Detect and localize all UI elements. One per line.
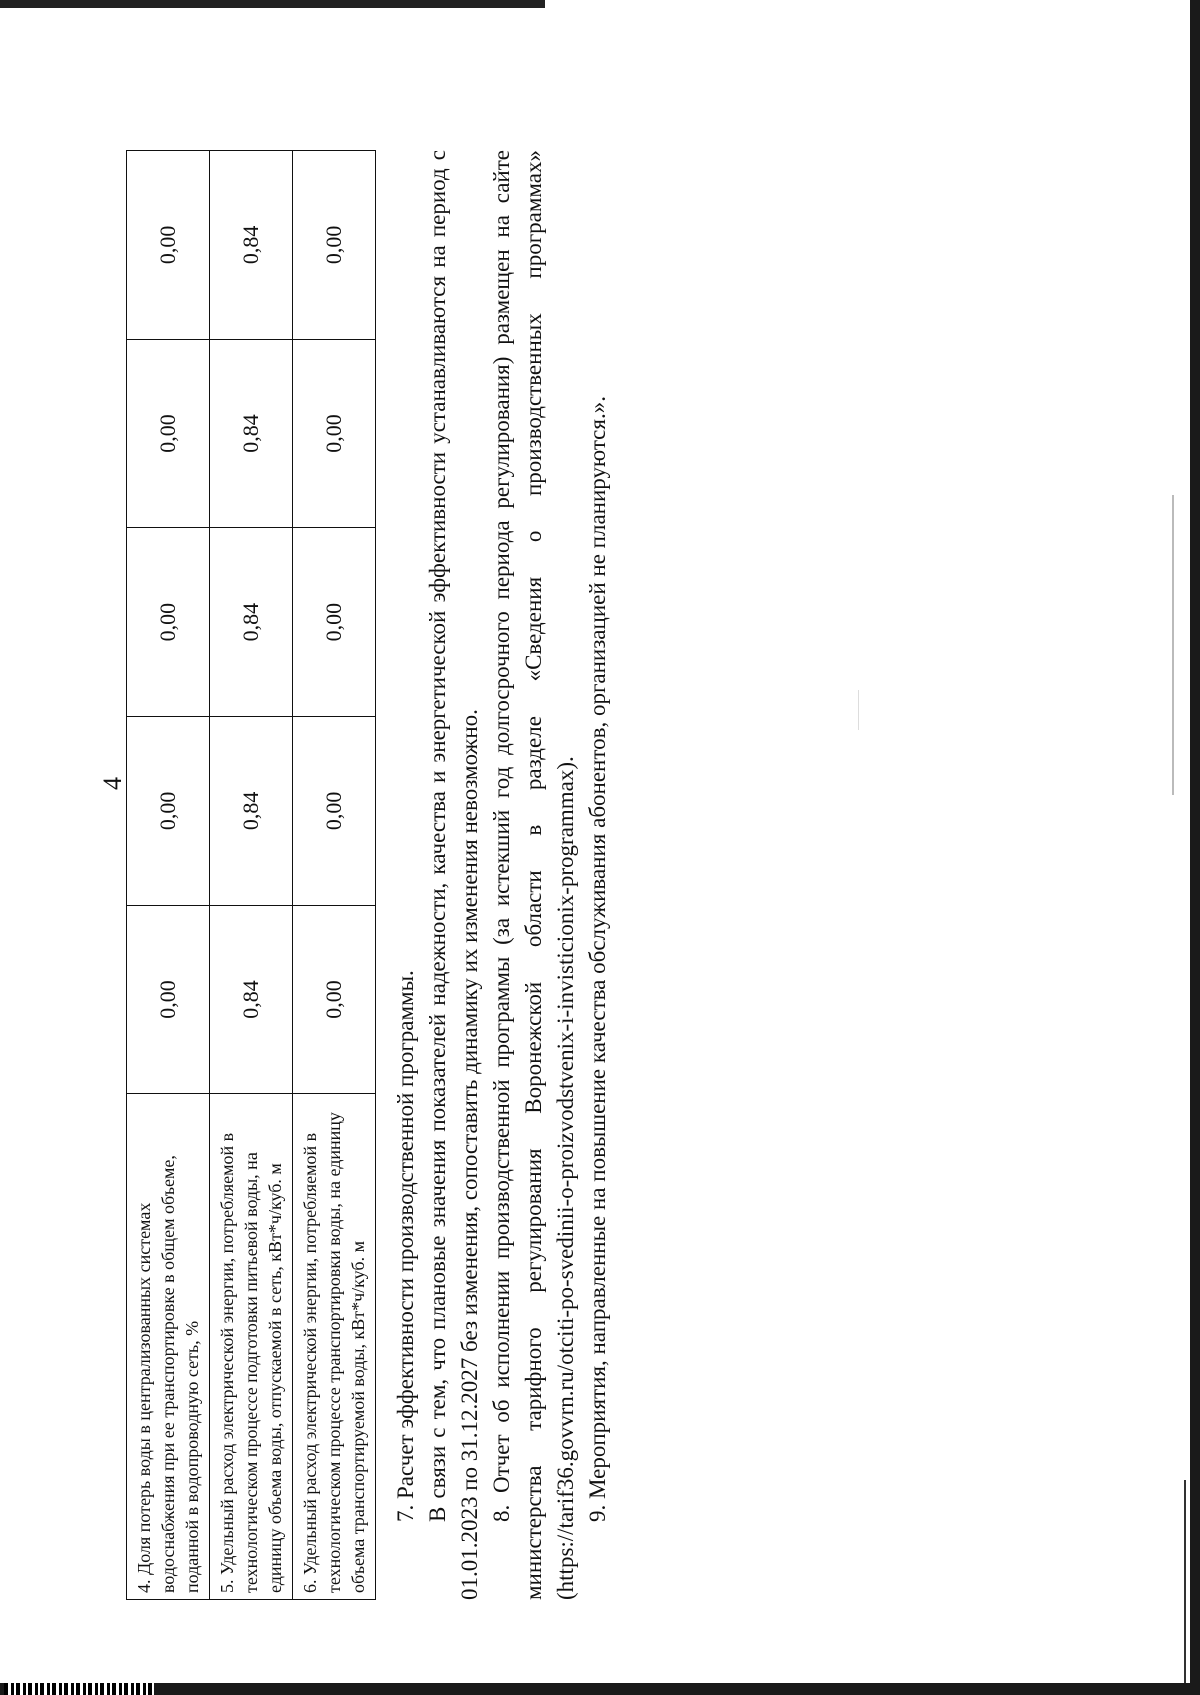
row-value: 0,84 xyxy=(210,905,293,1094)
table-row xyxy=(210,151,293,1600)
scan-artifact-line xyxy=(1172,495,1174,795)
rotated-page xyxy=(98,150,1098,1600)
body-text xyxy=(390,150,614,1600)
row-value: 0,00 xyxy=(293,905,376,1094)
row-value: 0,84 xyxy=(210,151,293,340)
row-value: 0,00 xyxy=(293,151,376,340)
row-value: 0,84 xyxy=(210,339,293,528)
page-number: 4 xyxy=(98,777,127,790)
row-value: 0,00 xyxy=(127,339,210,528)
scan-edge-bottom-marks xyxy=(4,1683,154,1695)
row-label: 6. Удельный расход электрической энергии, потребляемой в технологическом процессе транспортировки воды, на единицу объема транспортируемой воды, кВт*ч/куб. м xyxy=(293,1094,376,1600)
paragraph-section-8: 8. Отчет об исполнении производственной программы (за истекший год долгосрочного периода регулирования) размещен на сайте министерства тарифного регулирования Воронежской области в разделе «Сведения о производственных программах» (https://tarif36.govvrn.ru/otciti-po-svedinii-o-proizvodstvenix-i-invisticionix-programmax). xyxy=(489,150,578,1600)
paragraph-section-7: 7. Расчет эффективности производственной программы. xyxy=(393,970,418,1522)
row-value: 0,84 xyxy=(210,528,293,717)
table-row xyxy=(293,151,376,1600)
row-value: 0,00 xyxy=(127,151,210,340)
row-label: 4. Доля потерь воды в централизованных системах водоснабжения при ее транспортировке в общем объеме, поданной в водопроводную сеть, % xyxy=(127,1094,210,1600)
scan-edge-bottom xyxy=(0,1683,1200,1695)
row-value: 0,00 xyxy=(127,905,210,1094)
scan-edge-top xyxy=(0,0,545,8)
row-value: 0,00 xyxy=(293,528,376,717)
paragraph-efficiency: В связи с тем, что плановые значения показателей надежности, качества и энергетической эффективности устанавливаются на период с 01.01.2023 по 31.12.2027 без изменения, сопоставить динамику их изменения невозможно. xyxy=(425,150,482,1600)
row-value: 0,00 xyxy=(127,717,210,906)
paragraph-section-9: 9. Мероприятия, направленные на повышение качества обслуживания абонентов, организацией не планируются.». xyxy=(585,396,610,1522)
table-row xyxy=(127,151,210,1600)
indicators-table xyxy=(126,150,376,1600)
scan-edge-right xyxy=(1190,0,1200,1695)
row-value: 0,00 xyxy=(293,717,376,906)
scan-edge-right-inner xyxy=(1184,1480,1186,1695)
row-value: 0,00 xyxy=(293,339,376,528)
row-value: 0,00 xyxy=(127,528,210,717)
row-label: 5. Удельный расход электрической энергии, потребляемой в технологическом процессе подготовки питьевой воды, на единицу объема воды, отпускаемой в сеть, кВт*ч/куб. м xyxy=(210,1094,293,1600)
row-value: 0,84 xyxy=(210,717,293,906)
